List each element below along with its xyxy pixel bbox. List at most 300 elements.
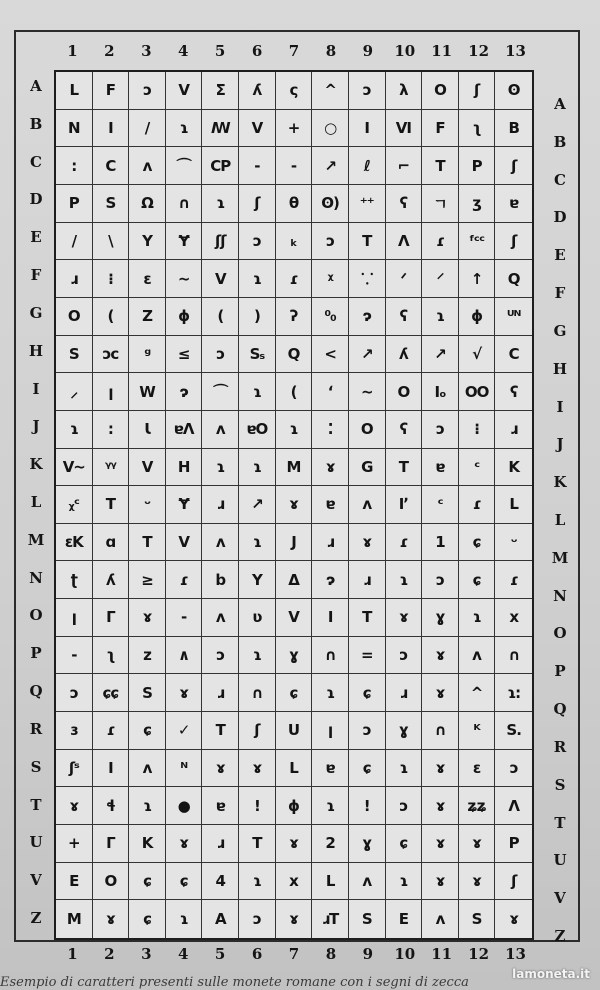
symbol-cell: ɜ: [56, 712, 93, 750]
symbol-cell: C: [93, 147, 130, 185]
symbol-cell: ʃˢ: [56, 750, 93, 788]
symbol-cell: ɔ: [56, 674, 93, 712]
symbol-cell: ɔ: [422, 411, 459, 449]
symbol-cell: ɾ: [93, 712, 130, 750]
symbol-cell: B: [495, 110, 532, 148]
symbol-cell: ℓ: [349, 147, 386, 185]
symbol-cell: L: [312, 863, 349, 901]
column-label-bottom: 1: [67, 945, 78, 963]
symbol-cell: ^: [312, 72, 349, 110]
column-label-top: 8: [325, 42, 337, 60]
row-label-right: D: [553, 208, 567, 227]
row-label-right: L: [554, 511, 566, 529]
symbol-cell: L: [495, 486, 532, 524]
symbol-cell: ɕ: [386, 825, 423, 863]
symbol-cell: I: [93, 750, 130, 788]
symbol-cell: ʅ: [93, 637, 130, 675]
row-label-right: J: [556, 435, 564, 454]
symbol-cell: V: [129, 449, 166, 487]
symbol-cell: ɔ: [386, 637, 423, 675]
symbol-cell: ɣ: [386, 712, 423, 750]
symbol-cell: ɕ: [349, 750, 386, 788]
symbol-cell: Q: [495, 260, 532, 298]
symbol-cell: F: [93, 72, 130, 110]
symbol-cell: ): [239, 298, 276, 336]
symbol-cell: ɛK: [56, 524, 93, 562]
symbol-cell: ʃʃ: [202, 223, 239, 261]
column-label-top: 7: [288, 42, 300, 60]
symbol-cell: ɿ: [386, 750, 423, 788]
symbol-cell: Ɏ: [166, 486, 203, 524]
symbol-cell: S: [459, 900, 496, 938]
symbol-cell: :: [56, 147, 93, 185]
symbol-cell: ɕ: [129, 863, 166, 901]
symbol-cell: Λ: [495, 787, 532, 825]
symbol-cell: ɿ: [386, 561, 423, 599]
symbol-cell: S: [349, 900, 386, 938]
symbol-cell: ᶠᶜᶜ: [459, 223, 496, 261]
symbol-cell: ∧: [166, 637, 203, 675]
symbol-cell: ɤ: [349, 524, 386, 562]
symbol-cell: ɤ: [276, 486, 313, 524]
row-label-right: E: [554, 246, 566, 265]
symbol-grid: [54, 70, 534, 940]
symbol-cell: M: [56, 900, 93, 938]
symbol-cell: ɹ: [202, 486, 239, 524]
symbol-cell: +: [276, 110, 313, 148]
row-label-left: R: [29, 719, 43, 738]
symbol-cell: Υ: [129, 223, 166, 261]
symbol-cell: ɔ: [349, 712, 386, 750]
row-label-left: L: [30, 493, 42, 511]
symbol-cell: ⌐: [386, 147, 423, 185]
symbol-cell: ʕ: [386, 298, 423, 336]
symbol-cell: -: [166, 599, 203, 637]
symbol-cell: ɤ: [312, 449, 349, 487]
symbol-cell: V~: [56, 449, 93, 487]
symbol-cell: ɐ: [312, 750, 349, 788]
symbol-cell: ʌ: [202, 411, 239, 449]
symbol-cell: ɤ: [239, 750, 276, 788]
symbol-cell: ɿ: [202, 185, 239, 223]
symbol-cell: ᵞᵞ: [93, 449, 130, 487]
symbol-cell: !: [349, 787, 386, 825]
symbol-cell: G: [349, 449, 386, 487]
symbol-cell: O: [349, 411, 386, 449]
symbol-cell: ɤ: [386, 599, 423, 637]
row-label-left: U: [29, 833, 43, 852]
symbol-cell: I: [93, 110, 130, 148]
symbol-cell: ɿ: [56, 411, 93, 449]
symbol-cell: F: [422, 110, 459, 148]
symbol-cell: ≤: [166, 336, 203, 374]
symbol-cell: ɿ: [276, 411, 313, 449]
symbol-cell: ~: [349, 373, 386, 411]
symbol-cell: ɂ: [349, 298, 386, 336]
symbol-cell: ᵕ: [495, 524, 532, 562]
row-label-right: N: [553, 586, 567, 605]
symbol-cell: ʅ: [459, 110, 496, 148]
symbol-cell: ʃ: [239, 712, 276, 750]
symbol-cell: ɐɅ: [166, 411, 203, 449]
symbol-cell: ɹ: [495, 411, 532, 449]
symbol-cell: ɿ: [239, 524, 276, 562]
symbol-cell: ʌ: [422, 900, 459, 938]
row-label-left: G: [29, 303, 43, 322]
row-label-left: E: [30, 228, 42, 247]
row-label-left: N: [29, 568, 43, 587]
row-label-right: G: [553, 321, 567, 340]
symbol-cell: Ω: [129, 185, 166, 223]
symbol-cell: L: [276, 750, 313, 788]
column-label-bottom: 5: [214, 945, 226, 963]
symbol-cell: ɐ: [495, 185, 532, 223]
watermark: lamoneta.it: [512, 967, 590, 981]
symbol-cell: ʌ: [202, 599, 239, 637]
symbol-cell: b: [202, 561, 239, 599]
symbol-cell: I: [349, 110, 386, 148]
symbol-cell: ɹ: [202, 674, 239, 712]
symbol-cell: !: [239, 787, 276, 825]
symbol-cell: ⸝: [56, 373, 93, 411]
symbol-cell: ∩: [239, 674, 276, 712]
symbol-cell: ⁰₀: [312, 298, 349, 336]
symbol-cell: E: [56, 863, 93, 901]
symbol-cell: ʃ: [459, 72, 496, 110]
column-label-bottom: 8: [325, 945, 337, 963]
row-label-left: A: [30, 76, 42, 95]
symbol-cell: ɔ: [202, 336, 239, 374]
symbol-cell: T: [129, 524, 166, 562]
column-label-top: 2: [104, 42, 115, 60]
row-label-left: F: [30, 266, 42, 285]
symbol-cell: ɿ: [202, 449, 239, 487]
symbol-cell: 4: [202, 863, 239, 901]
symbol-cell: ɣ: [276, 637, 313, 675]
symbol-cell: V: [239, 110, 276, 148]
row-label-right: Z: [554, 927, 566, 946]
symbol-cell: ɕ: [349, 674, 386, 712]
symbol-cell: ɿ: [239, 863, 276, 901]
symbol-cell: ʔ: [276, 298, 313, 336]
row-label-right: M: [551, 548, 569, 567]
symbol-cell: ⁚: [312, 411, 349, 449]
column-label-top: 4: [178, 42, 189, 60]
row-label-right: T: [554, 813, 566, 832]
symbol-cell: ↗: [349, 336, 386, 374]
symbol-cell: ɿ: [239, 637, 276, 675]
symbol-cell: ⌒: [202, 373, 239, 411]
symbol-cell: Δ: [276, 561, 313, 599]
symbol-cell: ≥: [129, 561, 166, 599]
row-label-left: Z: [30, 909, 42, 928]
symbol-cell: T: [386, 449, 423, 487]
symbol-cell: Γ: [93, 599, 130, 637]
row-label-right: F: [554, 284, 566, 303]
column-label-top: 5: [214, 42, 226, 60]
column-label-bottom: 6: [251, 945, 263, 963]
symbol-cell: ʕ: [386, 411, 423, 449]
symbol-cell: A: [202, 900, 239, 938]
row-label-right: R: [553, 737, 567, 756]
symbol-cell: Sₛ: [239, 336, 276, 374]
row-label-right: Q: [553, 700, 567, 719]
symbol-cell: x: [276, 863, 313, 901]
row-label-right: V: [554, 889, 566, 908]
symbol-cell: S: [56, 336, 93, 374]
symbol-cell: /: [129, 110, 166, 148]
symbol-cell: ɔ: [422, 561, 459, 599]
symbol-cell: ɾ: [422, 223, 459, 261]
symbol-cell: λ: [386, 72, 423, 110]
symbol-cell: ʃ: [495, 147, 532, 185]
symbol-cell: ɐ: [202, 787, 239, 825]
symbol-cell: ꟿ: [202, 110, 239, 148]
symbol-cell: ᴷ: [459, 712, 496, 750]
symbol-cell: ɔ: [239, 900, 276, 938]
symbol-cell: ʎ: [93, 561, 130, 599]
symbol-cell: 2: [312, 825, 349, 863]
symbol-cell: ↑: [459, 260, 496, 298]
row-label-right: C: [554, 170, 566, 189]
row-label-left: P: [30, 644, 42, 663]
symbol-cell: ∩: [495, 637, 532, 675]
symbol-cell: ɤ: [422, 863, 459, 901]
symbol-cell: Q: [276, 336, 313, 374]
symbol-cell: =: [349, 637, 386, 675]
symbol-cell: N: [56, 110, 93, 148]
symbol-cell: VI: [386, 110, 423, 148]
column-label-top: 10: [394, 42, 416, 60]
symbol-cell: ɹ: [56, 260, 93, 298]
symbol-cell: (: [93, 298, 130, 336]
symbol-cell: ʃ: [239, 185, 276, 223]
symbol-cell: z: [129, 637, 166, 675]
symbol-cell: ɐ: [312, 486, 349, 524]
symbol-cell: ᴺ: [166, 750, 203, 788]
symbol-cell: -: [276, 147, 313, 185]
symbol-cell: ɬ: [93, 787, 130, 825]
symbol-cell: ɤ: [422, 750, 459, 788]
symbol-cell: /: [56, 223, 93, 261]
column-label-top: 11: [431, 42, 453, 60]
symbol-cell: Λ: [386, 223, 423, 261]
column-label-top: 3: [141, 42, 152, 60]
symbol-cell: ⁝: [93, 260, 130, 298]
symbol-cell: ɹ: [386, 674, 423, 712]
column-label-bottom: 2: [104, 945, 115, 963]
column-label-top: 6: [251, 42, 263, 60]
symbol-cell: ɔ: [202, 637, 239, 675]
symbol-cell: :: [93, 411, 130, 449]
row-label-right: I: [556, 397, 564, 416]
symbol-cell: ɕ: [129, 712, 166, 750]
symbol-cell: ʎ: [239, 72, 276, 110]
symbol-cell: V: [202, 260, 239, 298]
symbol-cell: ↗: [422, 336, 459, 374]
symbol-cell: ʎ: [386, 336, 423, 374]
symbol-cell: ɹ: [349, 561, 386, 599]
symbol-cell: ⸍: [422, 260, 459, 298]
symbol-cell: ɤ: [166, 674, 203, 712]
symbol-cell: ⌒: [166, 147, 203, 185]
symbol-cell: ᐟ: [386, 260, 423, 298]
symbol-cell: ɤ: [422, 674, 459, 712]
symbol-cell: ʈ: [56, 561, 93, 599]
symbol-cell: ɤ: [509, 910, 518, 929]
symbol-cell: ɿ:: [495, 674, 532, 712]
symbol-cell: Γ: [93, 825, 130, 863]
symbol-cell: ʕ: [495, 373, 532, 411]
symbol-cell: ʒ: [459, 185, 496, 223]
row-label-right: S: [554, 775, 566, 794]
symbol-cell: T: [422, 147, 459, 185]
symbol-cell: ʌ: [129, 147, 166, 185]
symbol-cell: V: [166, 72, 203, 110]
symbol-cell: ᵕ: [129, 486, 166, 524]
symbol-cell: K: [495, 449, 532, 487]
symbol-cell: ʌ: [129, 750, 166, 788]
column-label-bottom: 13: [505, 945, 526, 963]
symbol-cell: √: [459, 336, 496, 374]
row-label-right: P: [554, 662, 566, 681]
symbol-cell: ɿ: [422, 298, 459, 336]
row-label-right: A: [554, 94, 566, 113]
symbol-cell: ɔ: [386, 787, 423, 825]
column-label-top: 9: [362, 42, 374, 60]
symbol-cell: ㄱ: [422, 185, 459, 223]
symbol-cell: ~: [166, 260, 203, 298]
symbol-cell: Iₒ: [422, 373, 459, 411]
symbol-cell: ʌ: [202, 524, 239, 562]
symbol-cell: ʻ: [312, 373, 349, 411]
row-label-left: O: [29, 606, 43, 625]
symbol-cell: ↗: [239, 486, 276, 524]
symbol-cell: ʌ: [349, 486, 386, 524]
symbol-cell: ɑ: [93, 524, 130, 562]
symbol-cell: ʋ: [239, 599, 276, 637]
symbol-cell: ɤ: [422, 637, 459, 675]
symbol-cell: ɾ: [386, 524, 423, 562]
row-label-left: B: [29, 114, 43, 133]
symbol-cell: ɿ: [166, 900, 203, 938]
symbol-cell: Ɩ: [129, 411, 166, 449]
symbol-cell: ɤ: [276, 825, 313, 863]
symbol-cell: ɾ: [166, 561, 203, 599]
symbol-cell: ɔ: [129, 72, 166, 110]
row-label-right: O: [553, 624, 567, 643]
symbol-cell: ʌ: [349, 863, 386, 901]
symbol-cell: ɤ: [56, 787, 93, 825]
symbol-cell: ɤ: [459, 863, 496, 901]
symbol-cell: L: [56, 72, 93, 110]
symbol-cell: ɕ: [459, 561, 496, 599]
symbol-cell: J: [276, 524, 313, 562]
symbol-cell: ɿ: [166, 110, 203, 148]
row-label-left: T: [30, 795, 42, 814]
row-label-left: Q: [29, 682, 43, 701]
column-label-bottom: 3: [141, 945, 152, 963]
symbol-cell: Z: [129, 298, 166, 336]
symbol-cell: V: [166, 524, 203, 562]
symbol-cell: <: [312, 336, 349, 374]
symbol-cell: S: [129, 674, 166, 712]
symbol-cell: ɤ: [93, 900, 130, 938]
symbol-cell: ɛ: [129, 260, 166, 298]
symbol-cell: P: [495, 825, 532, 863]
symbol-cell: ɸ: [166, 298, 203, 336]
row-label-left: V: [30, 871, 42, 890]
symbol-cell: ʘ): [312, 185, 349, 223]
symbol-cell: T: [349, 599, 386, 637]
column-label-top: 13: [505, 42, 526, 60]
symbol-cell: ɿ: [129, 787, 166, 825]
row-label-right: U: [553, 851, 567, 870]
symbol-cell: T: [93, 486, 130, 524]
symbol-cell: ₖ: [276, 223, 313, 261]
row-label-left: H: [28, 341, 44, 360]
symbol-cell: ᵡ: [312, 260, 349, 298]
symbol-cell: ɤ: [166, 825, 203, 863]
row-label-left: C: [30, 152, 42, 171]
symbol-cell: Ɏ: [166, 223, 203, 261]
row-label-right: H: [552, 359, 568, 378]
symbol-cell: CP: [202, 147, 239, 185]
symbol-cell: O: [56, 298, 93, 336]
symbol-cell: ʃ: [495, 863, 532, 901]
symbol-cell: ↗: [312, 147, 349, 185]
symbol-cell: ⁺⁺: [349, 185, 386, 223]
symbol-cell: ꞁ: [312, 712, 349, 750]
symbol-cell: T: [239, 825, 276, 863]
symbol-cell: S: [93, 185, 130, 223]
column-label-bottom: 11: [431, 945, 453, 963]
symbol-cell: ɹT: [312, 900, 349, 938]
symbol-cell: ɤ: [422, 787, 459, 825]
symbol-cell: ʘ: [495, 72, 532, 110]
symbol-cell: ɕ: [276, 674, 313, 712]
symbol-cell: (: [276, 373, 313, 411]
symbol-cell: ᵍ: [129, 336, 166, 374]
symbol-cell: ʕ: [386, 185, 423, 223]
symbol-cell: +: [56, 825, 93, 863]
symbol-cell: ɕɕ: [93, 674, 130, 712]
symbol-cell: ɿ: [386, 863, 423, 901]
row-label-left: J: [32, 417, 40, 436]
symbol-cell: ɿ: [312, 787, 349, 825]
symbol-cell: W: [129, 373, 166, 411]
symbol-cell: U: [276, 712, 313, 750]
symbol-cell: 1: [422, 524, 459, 562]
column-label-bottom: 7: [288, 945, 300, 963]
symbol-cell: T: [349, 223, 386, 261]
symbol-cell: θ: [276, 185, 313, 223]
symbol-cell: ꞁ: [56, 599, 93, 637]
row-label-right: B: [553, 132, 567, 151]
symbol-cell: ɤ: [422, 825, 459, 863]
symbol-cell: ɤ: [129, 599, 166, 637]
caption: Esempio di caratteri presenti sulle monete romane con i segni di zecca: [0, 975, 469, 990]
symbol-cell: C: [495, 336, 532, 374]
symbol-cell: ꞁ: [93, 373, 130, 411]
row-label-right: K: [553, 473, 567, 492]
row-label-left: K: [29, 455, 43, 474]
symbol-cell: ɔ: [495, 750, 532, 788]
symbol-cell: ɸ: [276, 787, 313, 825]
symbol-cell: O: [93, 863, 130, 901]
symbol-cell: ς: [276, 72, 313, 110]
symbol-cell: S.: [495, 712, 532, 750]
